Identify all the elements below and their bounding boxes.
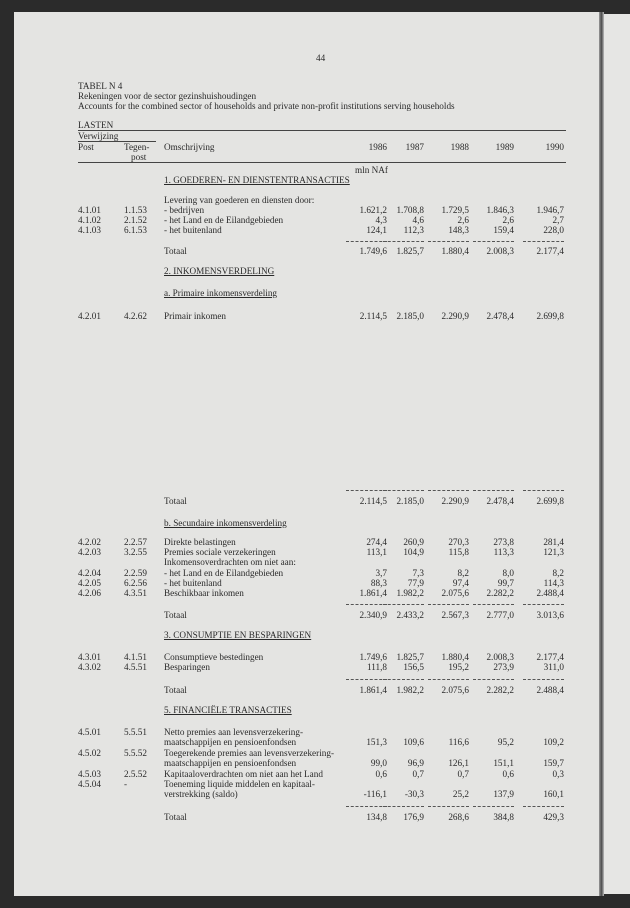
post-code: 4.3.01	[78, 652, 101, 662]
counter-post-header: Tegen-	[124, 142, 150, 152]
value-1986: 151,3	[366, 737, 387, 747]
value-1990: 8,2	[552, 568, 564, 578]
value-1987: 96,9	[407, 758, 424, 768]
total-label: Totaal	[164, 812, 187, 822]
counter-post-code: 2.5.52	[124, 769, 147, 779]
total-1990: 2.699,8	[536, 496, 564, 506]
total-1987: 1.982,2	[396, 685, 424, 695]
row-label: - het Land en de Eilandgebieden	[164, 215, 284, 225]
value-1986: 1.861,4	[359, 588, 387, 598]
value-1989: 0,6	[502, 769, 514, 779]
total-label: Totaal	[164, 496, 187, 506]
post-code: 4.1.02	[78, 215, 101, 225]
value-1989: 113,3	[493, 547, 514, 557]
counter-post-code: 4.2.62	[124, 311, 147, 321]
row-label-cont: verstrekking (saldo)	[164, 789, 238, 799]
value-1987: 260,9	[403, 537, 424, 547]
post-code: 4.3.02	[78, 662, 101, 672]
value-1988: 1.880,4	[441, 652, 469, 662]
counter-post-code: 5.5.52	[124, 748, 147, 758]
value-1989: 99,7	[497, 578, 514, 588]
value-1989: 137,9	[493, 789, 514, 799]
subtotal-rule	[346, 490, 387, 491]
value-1988: 0,7	[457, 769, 469, 779]
post-code: 4.2.06	[78, 588, 101, 598]
subtotal-rule	[346, 241, 387, 242]
section-title: 1. GOEDEREN- EN DIENSTENTRANSACTIES	[164, 175, 350, 185]
table-label: TABEL N 4	[78, 81, 123, 91]
total-1987: 1.825,7	[396, 246, 424, 256]
year-header: 1990	[545, 142, 564, 152]
total-1988: 2.075,6	[441, 685, 469, 695]
post-header: Post	[78, 142, 94, 152]
value-1989: 8,0	[502, 568, 514, 578]
row-label: - het Land en de Eilandgebieden	[164, 568, 284, 578]
row-label: - het buitenland	[164, 578, 222, 588]
value-1986: 88,3	[370, 578, 387, 588]
value-1987: 77,9	[407, 578, 424, 588]
description-header: Omschrijving	[164, 142, 215, 152]
post-code: 4.2.02	[78, 537, 101, 547]
value-1986: 0,6	[375, 769, 387, 779]
value-1986: 113,1	[366, 547, 387, 557]
value-1986: 4,3	[375, 215, 387, 225]
value-1988: 25,2	[452, 789, 469, 799]
section-title: 3. CONSUMPTIE EN BESPARINGEN	[164, 630, 312, 640]
value-1988: 195,2	[448, 662, 469, 672]
total-1986: 1.861,4	[359, 685, 387, 695]
value-1986: 274,4	[366, 537, 387, 547]
value-1990: 114,3	[543, 578, 564, 588]
row-label: Toeneming liquide middelen en kapitaal-	[164, 779, 315, 789]
row-label: Primair inkomen	[164, 311, 227, 321]
total-1987: 176,9	[403, 812, 424, 822]
value-1989: 2,6	[502, 215, 514, 225]
value-1986: 1.749,6	[359, 652, 387, 662]
counter-post-code: -	[124, 779, 128, 789]
value-1988: 1.729,5	[441, 205, 469, 215]
subtotal-rule	[383, 490, 424, 491]
value-1987: -30,3	[404, 789, 424, 799]
total-1989: 2.777,0	[486, 610, 514, 620]
total-1988: 2.290,9	[441, 496, 469, 506]
total-1986: 2.114,5	[359, 496, 387, 506]
value-1990: 228,0	[543, 225, 564, 235]
subtotal-rule	[523, 604, 564, 605]
value-1986: 2.114,5	[359, 311, 387, 321]
total-1989: 2.008,3	[486, 246, 514, 256]
total-1989: 2.478,4	[486, 496, 514, 506]
value-1987: 1.982,2	[396, 588, 424, 598]
counter-post-code: 4.5.51	[124, 662, 147, 672]
row-label: Consumptieve bestedingen	[164, 652, 264, 662]
value-1989: 1.846,3	[486, 205, 514, 215]
year-header: 1988	[450, 142, 469, 152]
counter-post-code: 6.1.53	[124, 225, 147, 235]
total-1990: 3.013,6	[536, 610, 564, 620]
value-1988: 97,4	[452, 578, 469, 588]
post-code: 4.2.04	[78, 568, 101, 578]
subsection-title: b. Secundaire inkomensverdeling	[164, 518, 287, 528]
row-label: Besparingen	[164, 662, 210, 672]
value-1990: 2.488,4	[536, 588, 564, 598]
section-title: 5. FINANCIËLE TRANSACTIES	[164, 705, 292, 715]
header-rule-bottom	[78, 162, 566, 163]
subtotal-rule	[473, 604, 514, 605]
total-1988: 1.880,4	[441, 246, 469, 256]
year-header: 1989	[495, 142, 514, 152]
total-1986: 1.749,6	[359, 246, 387, 256]
post-code: 4.2.03	[78, 547, 101, 557]
row-label: Netto premies aan levensverzekering-	[164, 727, 304, 737]
value-1989: 151,1	[493, 758, 514, 768]
year-header: 1986	[368, 142, 387, 152]
post-code: 4.5.04	[78, 779, 101, 789]
value-1990: 2.699,8	[536, 311, 564, 321]
value-1990: 281,4	[543, 537, 564, 547]
value-1986: 3,7	[375, 568, 387, 578]
value-1988: 2.290,9	[441, 311, 469, 321]
row-label: Toegerekende premies aan levensverzekering-	[164, 748, 334, 758]
counter-post-code: 1.1.53	[124, 205, 147, 215]
post-code: 4.1.01	[78, 205, 101, 215]
table-title-nl: Rekeningen voor de sector gezinshuishoudingen	[78, 91, 257, 101]
subtotal-rule	[383, 806, 424, 807]
value-1990: 121,3	[543, 547, 564, 557]
counter-post-code: 6.2.56	[124, 578, 147, 588]
value-1987: 104,9	[403, 547, 424, 557]
total-label: Totaal	[164, 685, 187, 695]
value-1990: 311,0	[543, 662, 564, 672]
table-title-en: Accounts for the combined sector of households and private non-profit institutions serving households	[78, 101, 455, 111]
value-1987: 1.708,8	[396, 205, 424, 215]
value-1990: 0,3	[552, 769, 564, 779]
value-1990: 2,7	[552, 215, 564, 225]
value-1987: 112,3	[403, 225, 424, 235]
value-1989: 2.478,4	[486, 311, 514, 321]
value-1988: 116,6	[448, 737, 469, 747]
value-1988: 148,3	[448, 225, 469, 235]
counter-post-code: 4.3.51	[124, 588, 147, 598]
post-code: 4.5.01	[78, 727, 101, 737]
side-label: LASTEN	[78, 120, 114, 130]
total-1989: 2.282,2	[486, 685, 514, 695]
row-label: - bedrijven	[164, 205, 205, 215]
subtotal-rule	[428, 806, 469, 807]
counter-post-header-2: post	[131, 152, 147, 162]
value-1990: 109,2	[543, 737, 564, 747]
row-label-cont: maatschappijen en pensioenfondsen	[164, 758, 297, 768]
value-1989: 2.282,2	[486, 588, 514, 598]
value-1987: 0,7	[412, 769, 424, 779]
subtotal-rule	[383, 604, 424, 605]
total-1988: 268,6	[448, 812, 469, 822]
value-1988: 2,6	[457, 215, 469, 225]
subtotal-rule	[428, 241, 469, 242]
value-1989: 95,2	[497, 737, 514, 747]
reference-header: Verwijzing	[78, 131, 119, 141]
value-1987: 1.825,7	[396, 652, 424, 662]
total-1990: 2.177,4	[536, 246, 564, 256]
counter-post-code: 3.2.55	[124, 547, 147, 557]
counter-post-code: 2.2.59	[124, 568, 147, 578]
unit-label: mln NAf	[355, 165, 388, 175]
value-1990: 160,1	[543, 789, 564, 799]
value-1989: 273,8	[493, 537, 514, 547]
value-1988: 8,2	[457, 568, 469, 578]
value-1990: 1.946,7	[536, 205, 564, 215]
value-1989: 2.008,3	[486, 652, 514, 662]
post-code: 4.2.01	[78, 311, 101, 321]
header-rule-top	[78, 130, 566, 131]
value-1989: 159,4	[493, 225, 514, 235]
counter-post-code: 5.5.51	[124, 727, 147, 737]
row-label: Beschikbaar inkomen	[164, 588, 244, 598]
value-1988: 2.075,6	[441, 588, 469, 598]
subtotal-rule	[523, 679, 564, 680]
value-1986: 99,0	[370, 758, 387, 768]
value-1986: -116,1	[363, 789, 387, 799]
subtotal-rule	[383, 679, 424, 680]
subtotal-rule	[428, 679, 469, 680]
subtotal-rule	[523, 806, 564, 807]
value-1988: 126,1	[448, 758, 469, 768]
row-label-cont: maatschappijen en pensioenfondsen	[164, 737, 297, 747]
subtotal-rule	[346, 604, 387, 605]
counter-post-code: 2.2.57	[124, 537, 147, 547]
value-1987: 7,3	[412, 568, 424, 578]
total-label: Totaal	[164, 246, 187, 256]
subtotal-rule	[523, 241, 564, 242]
total-1986: 2.340,9	[359, 610, 387, 620]
total-label: Totaal	[164, 610, 187, 620]
value-1986: 124,1	[366, 225, 387, 235]
post-code: 4.2.05	[78, 578, 101, 588]
value-1990: 159,7	[543, 758, 564, 768]
subtotal-rule	[473, 490, 514, 491]
row-label: Inkomensoverdrachten om niet aan:	[164, 557, 296, 567]
value-1988: 115,8	[448, 547, 469, 557]
section-title: 2. INKOMENSVERDELING	[164, 266, 275, 276]
total-1987: 2.433,2	[396, 610, 424, 620]
row-label: Direkte belastingen	[164, 537, 236, 547]
row-label: Premies sociale verzekeringen	[164, 547, 276, 557]
total-1989: 384,8	[493, 812, 514, 822]
subsection-title: a. Primaire inkomensverdeling	[164, 288, 278, 298]
total-1986: 134,8	[366, 812, 387, 822]
page-number: 44	[316, 53, 326, 63]
total-1990: 429,3	[543, 812, 564, 822]
value-1987: 156,5	[403, 662, 424, 672]
row-label: Levering van goederen en diensten door:	[164, 195, 315, 205]
value-1987: 4,6	[412, 215, 424, 225]
value-1986: 111,8	[367, 662, 387, 672]
row-label: Kapitaaloverdrachten om niet aan het Land	[164, 769, 323, 779]
total-1990: 2.488,4	[536, 685, 564, 695]
value-1987: 109,6	[403, 737, 424, 747]
subtotal-rule	[473, 241, 514, 242]
counter-post-code: 2.1.52	[124, 215, 147, 225]
subtotal-rule	[346, 679, 387, 680]
counter-post-code: 4.1.51	[124, 652, 147, 662]
value-1986: 1.621,2	[359, 205, 387, 215]
subtotal-rule	[428, 604, 469, 605]
subtotal-rule	[383, 241, 424, 242]
value-1988: 270,3	[448, 537, 469, 547]
post-code: 4.5.02	[78, 748, 101, 758]
subtotal-rule	[473, 806, 514, 807]
next-page-edge	[604, 14, 630, 894]
row-label: - het buitenland	[164, 225, 222, 235]
post-code: 4.5.03	[78, 769, 101, 779]
value-1987: 2.185,0	[396, 311, 424, 321]
value-1989: 273,9	[493, 662, 514, 672]
subtotal-rule	[473, 679, 514, 680]
post-code: 4.1.03	[78, 225, 101, 235]
value-1990: 2.177,4	[536, 652, 564, 662]
total-1988: 2.567,3	[441, 610, 469, 620]
subtotal-rule	[428, 490, 469, 491]
subtotal-rule	[346, 806, 387, 807]
total-1987: 2.185,0	[396, 496, 424, 506]
subtotal-rule	[523, 490, 564, 491]
year-header: 1987	[405, 142, 424, 152]
